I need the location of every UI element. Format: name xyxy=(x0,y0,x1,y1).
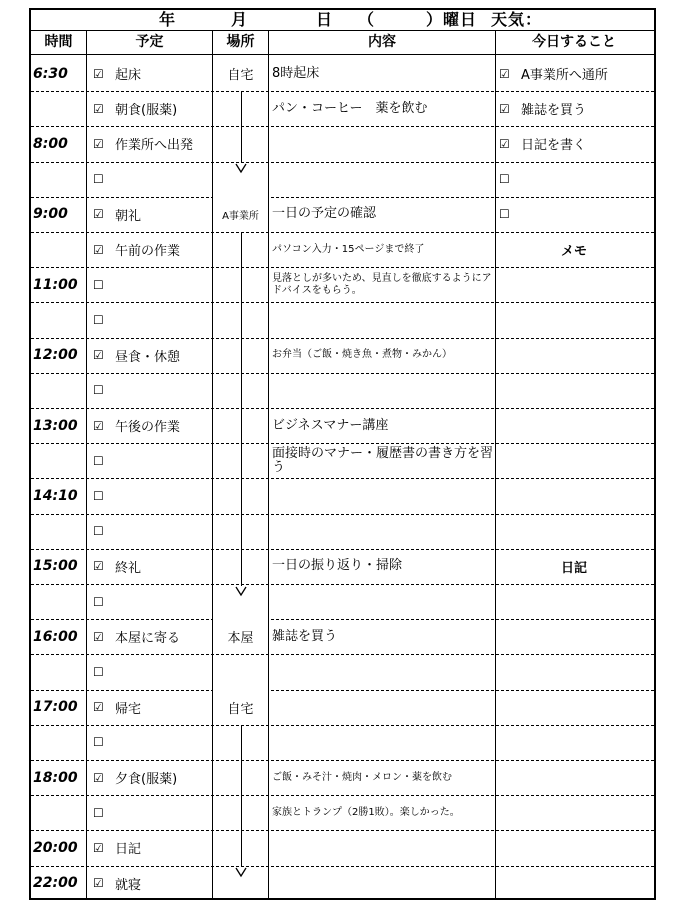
table-row xyxy=(31,619,654,655)
table-row xyxy=(31,267,654,303)
plan-text: 昼食・休憩 xyxy=(115,349,181,365)
table-row xyxy=(31,690,654,726)
content-cell: 見落としが多いため、見直しを徹底するようにアドバイスをもらう。 xyxy=(272,272,492,296)
place-cell xyxy=(213,795,268,830)
content-cell xyxy=(269,373,498,408)
todo-cell xyxy=(496,866,655,901)
todo-text: 雑誌を買う xyxy=(521,103,587,119)
content-cell: パン・コーヒー 薬を飲む xyxy=(272,100,428,116)
plan-cell xyxy=(87,373,218,408)
content-cell: 8時起床 xyxy=(272,65,320,81)
plan-cell xyxy=(87,690,218,725)
todo-checkbox[interactable]: ☐ xyxy=(499,172,510,187)
place-cell xyxy=(213,126,268,161)
table-row xyxy=(31,91,654,127)
place-cell xyxy=(213,478,268,513)
plan-cell xyxy=(87,478,218,513)
plan-text: 日記 xyxy=(115,842,142,858)
time-cell xyxy=(31,725,88,760)
plan-text: 午前の作業 xyxy=(115,244,181,260)
todo-cell xyxy=(496,162,655,197)
table-row xyxy=(31,338,654,374)
todo-checkbox[interactable]: ☑ xyxy=(499,136,510,151)
plan-checkbox[interactable]: ☑ xyxy=(93,770,104,785)
todo-cell xyxy=(496,584,655,619)
time-cell: 11:00 xyxy=(33,276,78,293)
todo-cell xyxy=(496,549,652,584)
table-row xyxy=(31,232,654,268)
plan-cell xyxy=(87,302,218,337)
content-cell xyxy=(269,654,498,689)
plan-checkbox[interactable]: ☐ xyxy=(93,277,104,292)
plan-text: 帰宅 xyxy=(115,701,142,717)
plan-cell xyxy=(87,267,218,302)
plan-cell xyxy=(87,830,218,865)
daily-schedule-sheet xyxy=(29,8,656,900)
place-cell xyxy=(213,443,268,478)
header-content: 内容 xyxy=(368,34,396,50)
plan-checkbox[interactable]: ☑ xyxy=(93,207,104,222)
todo-cell xyxy=(496,760,655,795)
place-cell: 自宅 xyxy=(213,690,268,725)
plan-cell xyxy=(87,56,218,91)
plan-cell xyxy=(87,514,218,549)
todo-cell xyxy=(496,373,655,408)
plan-text: 本屋に寄る xyxy=(115,631,181,647)
plan-text: 就寝 xyxy=(115,877,142,893)
content-cell xyxy=(269,725,498,760)
content-cell xyxy=(269,830,498,865)
table-row xyxy=(31,795,654,831)
time-cell xyxy=(31,373,88,408)
todo-checkbox[interactable]: ☑ xyxy=(499,101,510,116)
content-cell: パソコン入力・15ページまで終了 xyxy=(272,243,425,255)
place-cell xyxy=(213,302,268,337)
table-row xyxy=(31,373,654,409)
content-cell: 雑誌を買う xyxy=(272,628,338,644)
content-cell: ビジネスマナー講座 xyxy=(272,417,389,433)
content-cell xyxy=(269,866,498,901)
time-cell xyxy=(31,795,88,830)
time-cell: 8:00 xyxy=(33,135,68,152)
time-cell: 22:00 xyxy=(33,875,78,892)
plan-text: 朝食(服薬) xyxy=(115,103,178,119)
table-row xyxy=(31,197,654,233)
plan-checkbox[interactable]: ☐ xyxy=(93,805,104,820)
plan-checkbox[interactable]: ☐ xyxy=(93,453,104,468)
time-cell xyxy=(31,232,88,267)
plan-cell xyxy=(87,162,218,197)
todo-cell xyxy=(496,690,655,725)
time-cell: 13:00 xyxy=(33,417,78,434)
table-row xyxy=(31,760,654,796)
place-cell xyxy=(213,91,268,126)
plan-cell xyxy=(87,443,218,478)
content-cell xyxy=(269,514,498,549)
table-row xyxy=(31,654,654,690)
time-cell: 16:00 xyxy=(33,628,78,645)
plan-cell xyxy=(87,584,218,619)
content-cell xyxy=(269,162,498,197)
plan-cell xyxy=(87,197,218,232)
place-cell xyxy=(213,654,268,689)
time-cell xyxy=(31,91,88,126)
time-cell: 18:00 xyxy=(33,769,78,786)
todo-cell xyxy=(496,619,655,654)
todo-checkbox[interactable]: ☐ xyxy=(499,207,510,222)
plan-text: 夕食(服薬) xyxy=(115,772,178,788)
plan-checkbox[interactable]: ☑ xyxy=(93,700,104,715)
todo-cell xyxy=(496,725,655,760)
plan-checkbox[interactable]: ☑ xyxy=(93,101,104,116)
todo-cell xyxy=(496,197,655,232)
time-cell: 20:00 xyxy=(33,839,78,856)
todo-cell xyxy=(496,126,655,161)
plan-checkbox[interactable]: ☐ xyxy=(93,524,104,539)
weather-label: 天気： xyxy=(491,10,543,29)
table-row xyxy=(31,584,654,620)
plan-cell xyxy=(87,549,218,584)
plan-checkbox[interactable]: ☑ xyxy=(93,840,104,855)
table-row xyxy=(31,162,654,198)
place-cell xyxy=(213,549,268,584)
place-cell xyxy=(213,232,268,267)
todo-cell xyxy=(496,408,655,443)
todo-cell xyxy=(496,56,655,91)
year-label: 年 xyxy=(159,10,177,29)
todo-cell xyxy=(496,267,655,302)
todo-cell xyxy=(496,478,655,513)
day-label: 日 xyxy=(316,10,334,29)
todo-cell xyxy=(496,91,655,126)
plan-cell xyxy=(87,338,218,373)
place-cell xyxy=(213,725,268,760)
plan-cell xyxy=(87,760,218,795)
time-cell xyxy=(31,443,88,478)
todo-cell xyxy=(496,302,655,337)
header-place: 場所 xyxy=(226,34,255,50)
content-cell xyxy=(269,126,498,161)
time-cell: 6:30 xyxy=(33,65,68,82)
todo-cell xyxy=(496,795,655,830)
plan-checkbox[interactable]: ☑ xyxy=(93,559,104,574)
place-cell xyxy=(213,338,268,373)
time-cell: 12:00 xyxy=(33,347,78,364)
place-cell xyxy=(213,267,268,302)
todo-cell xyxy=(496,830,655,865)
place-cell: A事業所 xyxy=(213,197,268,232)
plan-cell xyxy=(87,91,218,126)
time-cell xyxy=(31,302,88,337)
place-cell xyxy=(213,162,268,197)
content-cell xyxy=(269,478,498,513)
plan-checkbox[interactable]: ☐ xyxy=(93,312,104,327)
place-cell xyxy=(213,584,268,619)
plan-checkbox[interactable]: ☐ xyxy=(93,594,104,609)
place-cell xyxy=(213,760,268,795)
column-header-row xyxy=(31,31,654,55)
title-bar xyxy=(31,10,654,31)
plan-cell xyxy=(87,866,218,901)
plan-cell xyxy=(87,232,218,267)
time-cell: 9:00 xyxy=(33,206,68,223)
time-cell xyxy=(31,654,88,689)
content-cell: 一日の予定の確認 xyxy=(272,206,377,222)
todo-text: A事業所へ通所 xyxy=(521,68,608,84)
time-cell: 17:00 xyxy=(33,699,78,716)
place-cell: 自宅 xyxy=(213,56,268,91)
plan-cell xyxy=(87,126,218,161)
plan-cell xyxy=(87,654,218,689)
todo-text: 日記 xyxy=(560,560,587,576)
plan-checkbox[interactable]: ☑ xyxy=(93,136,104,151)
plan-text: 作業所へ出発 xyxy=(115,138,194,154)
header-time: 時間 xyxy=(44,34,73,50)
place-cell xyxy=(213,373,268,408)
todo-checkbox[interactable]: ☑ xyxy=(499,66,510,81)
plan-cell xyxy=(87,795,218,830)
plan-text: 午後の作業 xyxy=(115,420,181,436)
plan-checkbox[interactable]: ☑ xyxy=(93,66,104,81)
table-row xyxy=(31,443,654,479)
todo-text: 日記を書く xyxy=(521,138,587,154)
plan-text: 起床 xyxy=(115,68,142,84)
content-cell xyxy=(269,690,498,725)
content-cell: 家族とトランプ（2勝1敗）。楽しかった。 xyxy=(272,806,460,818)
content-cell: 面接時のマナー・履歴書の書き方を習う xyxy=(272,445,494,475)
plan-checkbox[interactable]: ☑ xyxy=(93,876,104,891)
plan-checkbox[interactable]: ☐ xyxy=(93,172,104,187)
table-row xyxy=(31,549,654,585)
todo-cell xyxy=(496,654,655,689)
plan-checkbox[interactable]: ☐ xyxy=(93,664,104,679)
table-row xyxy=(31,725,654,761)
time-cell xyxy=(31,162,88,197)
todo-cell xyxy=(496,443,655,478)
plan-text: 終礼 xyxy=(115,560,142,576)
time-cell: 14:10 xyxy=(33,487,78,504)
plan-cell xyxy=(87,619,218,654)
todo-text: メモ xyxy=(560,244,587,260)
header-plan: 予定 xyxy=(135,34,164,50)
plan-checkbox[interactable]: ☑ xyxy=(93,629,104,644)
weekday-paren-open: （ xyxy=(358,10,376,29)
content-cell xyxy=(269,584,498,619)
content-cell: お弁当（ご飯・焼き魚・煮物・みかん） xyxy=(272,349,452,361)
month-label: 月 xyxy=(231,10,249,29)
header-todo: 今日すること xyxy=(532,34,616,50)
plan-cell xyxy=(87,725,218,760)
plan-checkbox[interactable]: ☐ xyxy=(93,488,104,503)
plan-checkbox[interactable]: ☐ xyxy=(93,383,104,398)
place-cell: 本屋 xyxy=(213,619,268,654)
plan-checkbox[interactable]: ☑ xyxy=(93,418,104,433)
time-cell xyxy=(31,514,88,549)
todo-cell xyxy=(496,232,652,267)
time-cell xyxy=(31,584,88,619)
table-row xyxy=(31,830,654,866)
table-row xyxy=(31,866,654,901)
content-cell xyxy=(269,302,498,337)
time-cell: 15:00 xyxy=(33,558,78,575)
todo-cell xyxy=(496,514,655,549)
weekday-label: ）曜日 xyxy=(426,10,478,29)
plan-checkbox[interactable]: ☑ xyxy=(93,242,104,257)
plan-checkbox[interactable]: ☑ xyxy=(93,348,104,363)
plan-text: 朝礼 xyxy=(115,208,142,224)
place-cell xyxy=(213,866,268,901)
table-row xyxy=(31,302,654,338)
todo-cell xyxy=(496,338,655,373)
place-cell xyxy=(213,514,268,549)
table-row xyxy=(31,126,654,162)
content-cell: ご飯・みそ汁・焼肉・メロン・薬を飲む xyxy=(272,771,452,783)
table-row xyxy=(31,478,654,514)
table-row xyxy=(31,514,654,550)
plan-checkbox[interactable]: ☐ xyxy=(93,735,104,750)
table-row xyxy=(31,408,654,444)
table-row xyxy=(31,56,654,92)
place-cell xyxy=(213,830,268,865)
place-cell xyxy=(213,408,268,443)
content-cell: 一日の振り返り・掃除 xyxy=(272,558,403,574)
plan-cell xyxy=(87,408,218,443)
